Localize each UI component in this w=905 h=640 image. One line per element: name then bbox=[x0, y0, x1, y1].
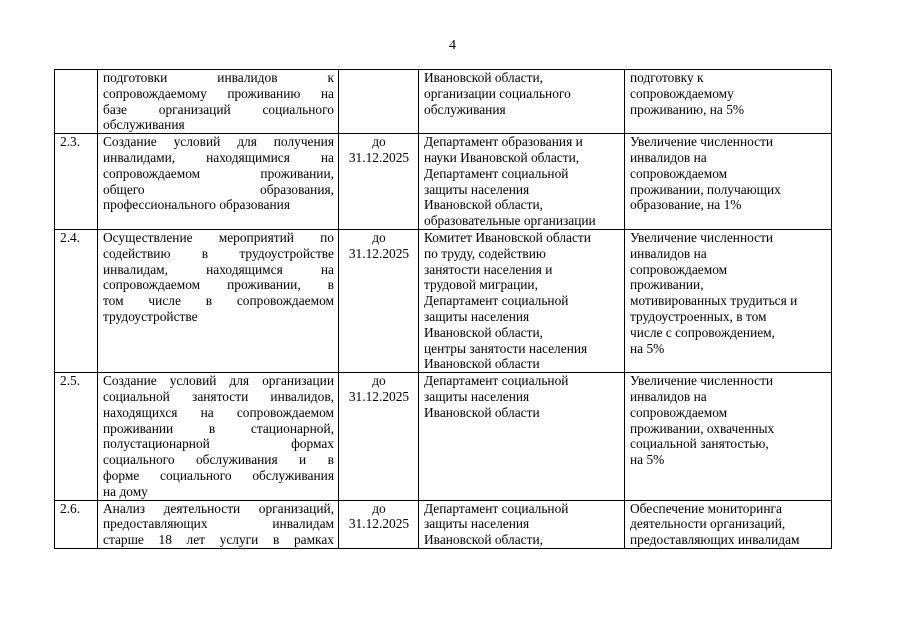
cell-text-line: на дому bbox=[103, 483, 148, 499]
row-number: 2.5. bbox=[60, 373, 81, 389]
row-number: 2.6. bbox=[60, 500, 81, 516]
cell-text-line: Анализ деятельности организаций, bbox=[103, 500, 334, 516]
cell-text-line: сопровождаемому bbox=[630, 85, 734, 101]
executors-cell bbox=[419, 373, 625, 500]
row-number: 2.4. bbox=[60, 229, 81, 245]
executors-cell bbox=[419, 229, 625, 372]
cell-text-line: до bbox=[372, 373, 386, 389]
cell-text-line: предоставляющих инвалидам bbox=[630, 532, 800, 548]
cell-text-line: обслуживания bbox=[103, 117, 185, 133]
executors-cell bbox=[419, 70, 625, 134]
cell-text-line: Осуществление мероприятий по bbox=[103, 229, 334, 245]
row-number-cell bbox=[55, 373, 98, 500]
term-cell bbox=[339, 500, 419, 548]
cell-text-line: подготовки инвалидов к bbox=[103, 70, 334, 85]
cell-text-line: базе организаций социального bbox=[103, 101, 334, 117]
page-number: 4 bbox=[449, 38, 456, 53]
cell-text-line: Ивановской области, bbox=[424, 532, 543, 548]
table-row bbox=[55, 134, 832, 230]
cell-text-line: обслуживания bbox=[424, 101, 506, 117]
cell-text-line: сопровождаемом bbox=[630, 261, 728, 277]
cell-text-line: инвалидов на bbox=[630, 149, 707, 165]
cell-text-line: Ивановской области, bbox=[424, 70, 543, 85]
term-cell bbox=[339, 373, 419, 500]
cell-text-line: социальной занятостью, bbox=[630, 436, 769, 452]
cell-text-line: занятости населения и bbox=[424, 261, 553, 277]
cell-text-line: находящихся на сопровождаемом bbox=[103, 404, 334, 420]
cell-text-line: форме социального обслуживания bbox=[103, 467, 334, 483]
cell-text-line: социальной занятости инвалидов, bbox=[103, 388, 334, 404]
cell-text-line bbox=[344, 86, 414, 102]
cell-text-line: полустационарной формах bbox=[103, 436, 334, 452]
cell-text-line: до bbox=[372, 229, 386, 245]
cell-text-line: инвалидам, находящимся на bbox=[103, 261, 334, 277]
cell-text-line: подготовку к bbox=[630, 70, 704, 85]
measure-cell bbox=[98, 500, 339, 548]
table-row bbox=[55, 70, 832, 134]
cell-text-line: социального обслуживания и в bbox=[103, 452, 334, 468]
cell-text-line: организации социального bbox=[424, 85, 571, 101]
cell-text-line: сопровождаемом проживании, в bbox=[103, 277, 334, 293]
table-row bbox=[55, 373, 832, 500]
measure-cell bbox=[98, 70, 339, 134]
cell-text-line: 31.12.2025 bbox=[348, 388, 410, 404]
executors-cell bbox=[419, 134, 625, 230]
row-number: 2.3. bbox=[60, 134, 81, 150]
cell-text-line: до bbox=[372, 134, 386, 150]
cell-text-line: содействию в трудоустройстве bbox=[103, 245, 334, 261]
measure-cell bbox=[98, 373, 339, 500]
table-row bbox=[55, 500, 832, 548]
cell-text-line bbox=[344, 70, 414, 86]
result-cell bbox=[625, 70, 832, 134]
cell-text-line: Департамент социальной bbox=[424, 165, 569, 181]
cell-text-line: на 5% bbox=[630, 452, 665, 468]
cell-text-line: Ивановской области, bbox=[424, 324, 543, 340]
cell-text-line: Департамент социальной bbox=[424, 500, 569, 516]
result-cell bbox=[625, 373, 832, 500]
cell-text-line: проживании, bbox=[630, 277, 704, 293]
cell-text-line: Обеспечение мониторинга bbox=[630, 500, 782, 516]
cell-text-line: 31.12.2025 bbox=[348, 516, 410, 532]
cell-text-line: том числе в сопровождаемом bbox=[103, 293, 334, 309]
result-cell bbox=[625, 500, 832, 548]
cell-text-line: защиты населения bbox=[424, 181, 530, 197]
cell-text-line: Создание условий для организации bbox=[103, 373, 334, 389]
cell-text-line: инвалидами, находящимися на bbox=[103, 149, 334, 165]
cell-text-line: 31.12.2025 bbox=[348, 149, 410, 165]
measure-cell bbox=[98, 134, 339, 230]
cell-text-line: Создание условий для получения bbox=[103, 134, 334, 150]
cell-text-line: Ивановской области bbox=[424, 356, 540, 372]
term-cell bbox=[339, 134, 419, 230]
row-number-cell bbox=[55, 134, 98, 230]
term-cell bbox=[339, 70, 419, 134]
cell-text-line: защиты населения bbox=[424, 516, 530, 532]
cell-text-line: проживанию, на 5% bbox=[630, 101, 745, 117]
cell-text-line: трудоустроенных, в том bbox=[630, 308, 767, 324]
cell-text-line: Увеличение численности bbox=[630, 229, 774, 245]
cell-text-line: инвалидов на bbox=[630, 245, 707, 261]
cell-text-line: инвалидов на bbox=[630, 388, 707, 404]
cell-text-line: профессионального образования bbox=[103, 197, 290, 213]
cell-text-line: защиты населения bbox=[424, 308, 530, 324]
cell-text-line: сопровождаемом проживании, bbox=[103, 165, 334, 181]
cell-text-line: Департамент образования и bbox=[424, 134, 583, 150]
row-number-cell bbox=[55, 70, 98, 134]
cell-text-line: общего образования, bbox=[103, 181, 334, 197]
cell-text-line: Увеличение численности bbox=[630, 134, 774, 150]
result-cell bbox=[625, 229, 832, 372]
cell-text-line: центры занятости населения bbox=[424, 340, 588, 356]
cell-text-line: образование, на 1% bbox=[630, 197, 742, 213]
activity-plan-table bbox=[54, 69, 832, 549]
row-number-cell bbox=[55, 229, 98, 372]
cell-text-line: Увеличение численности bbox=[630, 373, 774, 389]
term-cell bbox=[339, 229, 419, 372]
executors-cell bbox=[419, 500, 625, 548]
table-row bbox=[55, 229, 832, 372]
cell-text-line: Департамент социальной bbox=[424, 293, 569, 309]
cell-text-line: до bbox=[372, 500, 386, 516]
cell-text-line: Департамент социальной bbox=[424, 373, 569, 389]
cell-text-line: проживании, получающих bbox=[630, 181, 781, 197]
cell-text-line: Комитет Ивановской области bbox=[424, 229, 591, 245]
result-cell bbox=[625, 134, 832, 230]
cell-text-line: сопровождаемом bbox=[630, 404, 728, 420]
cell-text-line: предоставляющих инвалидам bbox=[103, 516, 334, 532]
cell-text-line: науки Ивановской области, bbox=[424, 149, 580, 165]
cell-text-line: мотивированных трудиться и bbox=[630, 293, 798, 309]
cell-text-line: защиты населения bbox=[424, 388, 530, 404]
cell-text-line: проживании в стационарной, bbox=[103, 420, 334, 436]
measure-cell bbox=[98, 229, 339, 372]
cell-text-line: Ивановской области bbox=[424, 404, 540, 420]
row-number-cell bbox=[55, 500, 98, 548]
cell-text-line: трудоустройстве bbox=[103, 308, 198, 324]
cell-text-line: образовательные организации bbox=[424, 213, 596, 229]
cell-text-line: сопровождаемом bbox=[630, 165, 728, 181]
cell-text-line: Ивановской области, bbox=[424, 197, 543, 213]
cell-text-line: проживании, охваченных bbox=[630, 420, 775, 436]
cell-text-line: трудовой миграции, bbox=[424, 277, 538, 293]
cell-text-line: сопровождаемому проживанию на bbox=[103, 85, 334, 101]
cell-text-line: 31.12.2025 bbox=[348, 245, 410, 261]
cell-text-line: числе с сопровождением, bbox=[630, 324, 776, 340]
cell-text-line: старше 18 лет услуги в рамках bbox=[103, 532, 334, 548]
table-body bbox=[55, 70, 832, 549]
cell-text-line: на 5% bbox=[630, 340, 665, 356]
cell-text-line: по труду, содействию bbox=[424, 245, 546, 261]
cell-text-line: деятельности организаций, bbox=[630, 516, 786, 532]
